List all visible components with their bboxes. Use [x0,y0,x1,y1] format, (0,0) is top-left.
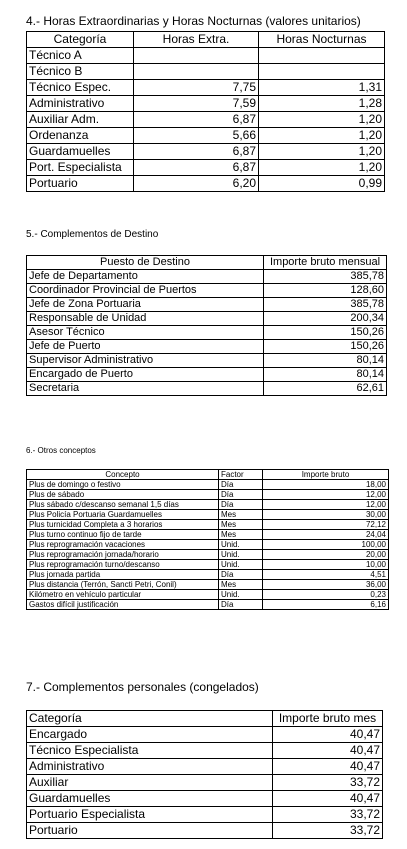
table-cell: Coordinador Provincial de Puertos [27,284,264,298]
table-cell: 12,00 [263,500,389,510]
table-cell: Kilómetro en vehículo particular [27,590,219,600]
table-cell: 33,72 [273,775,383,791]
table-header-row [27,32,385,48]
section-5-title: 5.- Complementos de Destino [26,229,159,240]
section-4-title: 4.- Horas Extraordinarias y Horas Nocturnas (valores unitarios) [26,14,361,28]
table-cell: Plus jornada partida [27,570,219,580]
table-cell: 6,20 [134,176,259,192]
table-cell: 1,20 [259,144,385,160]
table-cell: 5,66 [134,128,259,144]
table-cell: 100,00 [263,540,389,550]
table-row [27,368,387,382]
table-cell: Día [219,570,263,580]
table-body [27,480,389,610]
table-cell: Gastos difícil justificación [27,600,219,610]
column-header-importe-bruto: Importe bruto [263,470,389,480]
table-row [27,160,385,176]
column-header-categoria: Categoría [27,32,134,48]
table-row [27,520,389,530]
table-cell: Unid. [219,540,263,550]
table-cell: Jefe de Puerto [27,340,264,354]
table-row [27,500,389,510]
table-cell: Auxiliar Adm. [27,112,134,128]
table-cell [259,64,385,80]
table-row [27,510,389,520]
table-cell: 40,47 [273,743,383,759]
table-cell: Portuario [27,823,273,839]
table-cell: Plus Policía Portuaria Guardamuelles [27,510,219,520]
table-cell: Supervisor Administrativo [27,354,264,368]
table-cell: Día [219,490,263,500]
table-row [27,64,385,80]
table-row [27,791,383,807]
table-row [27,540,389,550]
table-row [27,550,389,560]
table-row [27,270,387,284]
table-cell: Guardamuelles [27,791,273,807]
table-cell: Jefe de Zona Portuaria [27,298,264,312]
table-row [27,775,383,791]
table-cell: Unid. [219,550,263,560]
table-cell: 40,47 [273,727,383,743]
table-cell: 385,78 [264,270,387,284]
table-cell: Mes [219,520,263,530]
table-cell: Unid. [219,590,263,600]
table-cell: 385,78 [264,298,387,312]
table-row [27,48,385,64]
table-row [27,759,383,775]
table-cell: 128,60 [264,284,387,298]
table-cell: Mes [219,510,263,520]
table-row [27,823,383,839]
table-cell: 30,00 [263,510,389,520]
table-row [27,96,385,112]
table-cell: 7,59 [134,96,259,112]
table-header-row [27,256,387,270]
table-cell: Plus sábado c/descanso semanal 1,5 días [27,500,219,510]
table-cell: 1,20 [259,160,385,176]
table-row [27,560,389,570]
table-row [27,326,387,340]
table-cell: 80,14 [264,354,387,368]
section-7-title: 7.- Complementos personales (congelados) [26,680,259,694]
table-row [27,354,387,368]
table-cell: 62,61 [264,382,387,396]
section-6-title: 6.- Otros conceptos [26,446,96,455]
column-header-horas-extra: Horas Extra. [134,32,259,48]
table-cell: Técnico Espec. [27,80,134,96]
table-cell: 0,99 [259,176,385,192]
table-cell: Portuario [27,176,134,192]
table-row [27,570,389,580]
table-cell: Día [219,480,263,490]
column-header-categoria: Categoría [27,711,273,727]
table-cell: 4,51 [263,570,389,580]
table-cell: 33,72 [273,823,383,839]
table-body [27,727,383,839]
table-cell [134,48,259,64]
table-cell: Unid. [219,560,263,570]
table-cell: 36,00 [263,580,389,590]
table-cell: Día [219,600,263,610]
table-cell: 6,87 [134,160,259,176]
table-cell: 7,75 [134,80,259,96]
table-cell: 18,00 [263,480,389,490]
table-cell: Auxiliar [27,775,273,791]
table-cell: Técnico Especialista [27,743,273,759]
table-cell: Guardamuelles [27,144,134,160]
table-cell: Administrativo [27,759,273,775]
table-cell: 0,23 [263,590,389,600]
table-cell: 200,34 [264,312,387,326]
table-row [27,807,383,823]
table-cell: Plus de sábado [27,490,219,500]
table-row [27,600,389,610]
table-row [27,80,385,96]
column-header-factor: Factor [219,470,263,480]
table-cell: Plus reprogramación vacaciones [27,540,219,550]
column-header-importe-mes: Importe bruto mes [273,711,383,727]
table-cell: 1,31 [259,80,385,96]
table-cell: 1,20 [259,128,385,144]
other-concepts-table [26,469,389,610]
table-cell: 1,28 [259,96,385,112]
table-cell: Mes [219,530,263,540]
table-cell: 6,87 [134,112,259,128]
table-cell: Plus turno continuo fijo de tarde [27,530,219,540]
table-cell: Asesor Técnico [27,326,264,340]
table-cell: Secretaria [27,382,264,396]
table-row [27,284,387,298]
table-cell: Técnico A [27,48,134,64]
table-cell: Mes [219,580,263,590]
personal-complements-table [26,710,383,839]
overtime-table [26,31,385,192]
destination-table [26,255,387,396]
table-row [27,490,389,500]
table-cell: 80,14 [264,368,387,382]
table-cell: Día [219,500,263,510]
table-cell: Administrativo [27,96,134,112]
table-cell [134,64,259,80]
table-cell: Plus reprogramación turno/descanso [27,560,219,570]
table-row [27,144,385,160]
table-row [27,340,387,354]
table-cell: 6,16 [263,600,389,610]
table-cell: Técnico B [27,64,134,80]
table-cell: 72,12 [263,520,389,530]
table-cell: Plus turnicidad Completa a 3 horarios [27,520,219,530]
table-row [27,590,389,600]
table-row [27,480,389,490]
table-cell: Port. Especialista [27,160,134,176]
table-cell: 6,87 [134,144,259,160]
table-row [27,382,387,396]
table-cell: Plus reprogramación jornada/horario [27,550,219,560]
table-cell: Plus de domingo o festivo [27,480,219,490]
table-row [27,530,389,540]
table-row [27,727,383,743]
table-cell: 40,47 [273,759,383,775]
table-header-row [27,711,383,727]
column-header-importe: Importe bruto mensual [264,256,387,270]
table-cell: Encargado de Puerto [27,368,264,382]
table-cell: 24,04 [263,530,389,540]
table-row [27,580,389,590]
table-row [27,743,383,759]
table-cell: Plus distancia (Terrón, Sancti Petri, Conil) [27,580,219,590]
table-cell: Ordenanza [27,128,134,144]
table-cell: Jefe de Departamento [27,270,264,284]
table-cell: Encargado [27,727,273,743]
table-body [27,48,385,192]
table-cell: 150,26 [264,326,387,340]
table-cell: Portuario Especialista [27,807,273,823]
column-header-puesto: Puesto de Destino [27,256,264,270]
column-header-horas-nocturnas: Horas Nocturnas [259,32,385,48]
table-cell: 33,72 [273,807,383,823]
table-header-row [27,470,389,480]
table-row [27,298,387,312]
table-cell: 1,20 [259,112,385,128]
table-cell: 150,26 [264,340,387,354]
table-cell [259,48,385,64]
table-body [27,270,387,396]
table-cell: 12,00 [263,490,389,500]
table-cell: Responsable de Unidad [27,312,264,326]
table-cell: 10,00 [263,560,389,570]
table-row [27,128,385,144]
table-row [27,312,387,326]
table-row [27,176,385,192]
table-row [27,112,385,128]
table-cell: 20,00 [263,550,389,560]
column-header-concepto: Concepto [27,470,219,480]
table-cell: 40,47 [273,791,383,807]
